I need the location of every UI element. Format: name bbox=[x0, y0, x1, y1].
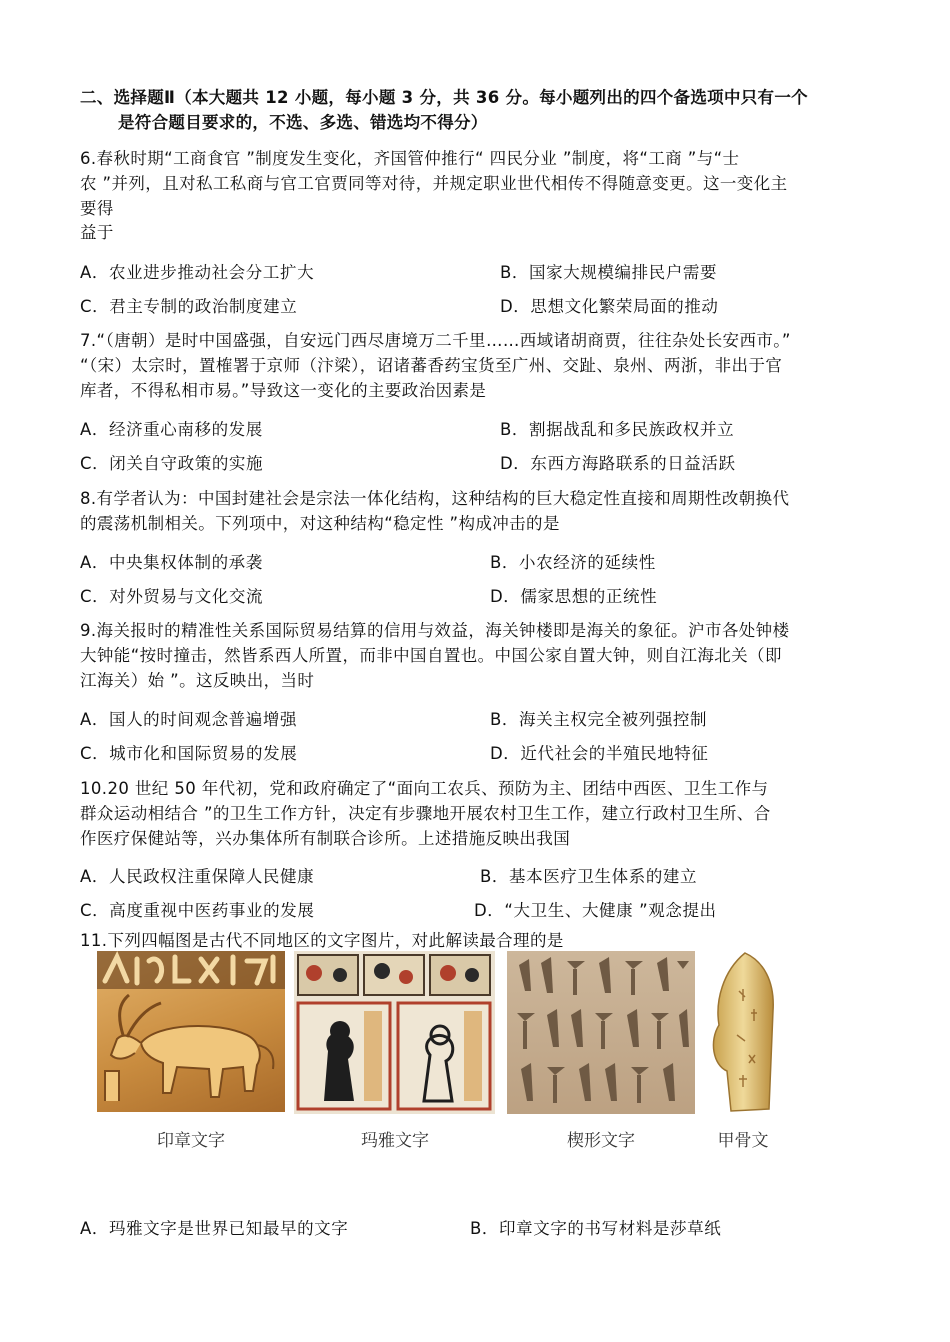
option-c[interactable]: C．君主专制的政治制度建立 bbox=[80, 297, 298, 316]
maya-codex-picture bbox=[294, 951, 495, 1114]
option-b[interactable]: B．印章文字的书写材料是莎草纸 bbox=[470, 1219, 722, 1238]
cuneiform-image bbox=[507, 951, 695, 1114]
option-b[interactable]: B．基本医疗卫生体系的建立 bbox=[480, 867, 698, 886]
question-text-line: 作医疗保健站等，兴办集体所有制联合诊所。上述措施反映出我国 bbox=[80, 829, 571, 848]
figure-caption: 玛雅文字 bbox=[361, 1131, 429, 1151]
question-text-line: 大钟能“按时撞击，然皆系西人所置，而非中国自置也。中国公家自置大钟，则自江海北关（即 bbox=[80, 646, 782, 665]
option-d[interactable]: D．思想文化繁荣局面的推动 bbox=[500, 297, 719, 316]
bull-seal-picture bbox=[97, 951, 285, 1112]
question-text-line: 10.20 世纪 50 年代初，党和政府确定了“面向工农兵、预防为主、团结中西医、卫生工作与 bbox=[80, 779, 769, 798]
option-a[interactable]: A．国人的时间观念普遍增强 bbox=[80, 710, 298, 729]
question-text-line: 群众运动相结合 ”的卫生工作方针，决定有步骤地开展农村卫生工作，建立行政村卫生所、合 bbox=[80, 804, 771, 823]
question-text-line: 9.海关报时的精准性关系国际贸易结算的信用与效益，海关钟楼即是海关的象征。沪市各处钟楼 bbox=[80, 621, 790, 640]
option-d[interactable]: D．“大卫生、大健康 ”观念提出 bbox=[474, 901, 717, 920]
option-d[interactable]: D．近代社会的半殖民地特征 bbox=[490, 744, 709, 763]
question-text-line: 8.有学者认为：中国封建社会是宗法一体化结构，这种结构的巨大稳定性直接和周期性改朝换代 bbox=[80, 489, 790, 508]
oracle-bone-image bbox=[705, 951, 780, 1114]
section-heading-line2: 是符合题目要求的，不选、多选、错选均不得分） bbox=[118, 113, 488, 132]
option-b[interactable]: B．小农经济的延续性 bbox=[490, 553, 656, 572]
option-a[interactable]: A．农业进步推动社会分工扩大 bbox=[80, 263, 315, 282]
seal-script-image bbox=[97, 951, 285, 1112]
question-text-line: 要得 bbox=[80, 199, 114, 218]
question-text-line: 6.春秋时期“工商食官 ”制度发生变化，齐国管仲推行“ 四民分业 ”制度，将“工商 ”与“士 bbox=[80, 149, 740, 168]
question-text-line: 的震荡机制相关。下列项中，对这种结构“稳定性 ”构成冲击的是 bbox=[80, 514, 560, 533]
figure-caption: 甲骨文 bbox=[717, 1131, 769, 1151]
option-c[interactable]: C．高度重视中医药事业的发展 bbox=[80, 901, 315, 920]
question-text-line: 益于 bbox=[80, 223, 114, 242]
option-a[interactable]: A．中央集权体制的承袭 bbox=[80, 553, 263, 572]
option-d[interactable]: D．东西方海路联系的日益活跃 bbox=[500, 454, 736, 473]
figure-caption: 印章文字 bbox=[157, 1131, 225, 1151]
option-b[interactable]: B．国家大规模编排民户需要 bbox=[500, 263, 718, 282]
section-heading-line1: 二、选择题Ⅱ（本大题共 12 小题，每小题 3 分，共 36 分。每小题列出的四个备选项中只有一个 bbox=[80, 88, 808, 107]
question-text-line: 11.下列四幅图是古代不同地区的文字图片，对此解读最合理的是 bbox=[80, 931, 564, 950]
option-c[interactable]: C．城市化和国际贸易的发展 bbox=[80, 744, 298, 763]
option-d[interactable]: D．儒家思想的正统性 bbox=[490, 587, 658, 606]
option-c[interactable]: C．对外贸易与文化交流 bbox=[80, 587, 264, 606]
question-text-line: 库者，不得私相市易。”导致这一变化的主要政治因素是 bbox=[80, 381, 487, 400]
oracle-bone-picture bbox=[705, 951, 780, 1114]
cuneiform-tablet-picture bbox=[507, 951, 695, 1114]
option-c[interactable]: C．闭关自守政策的实施 bbox=[80, 454, 264, 473]
option-b[interactable]: B．海关主权完全被列强控制 bbox=[490, 710, 708, 729]
figure-caption: 楔形文字 bbox=[567, 1131, 635, 1151]
question-text-line: 7.“（唐朝）是时中国盛强，自安远门西尽唐境万二千里……西域诸胡商贾，往往杂处长安西市。” bbox=[80, 331, 791, 350]
option-b[interactable]: B．割据战乱和多民族政权并立 bbox=[500, 420, 735, 439]
option-a[interactable]: A．经济重心南移的发展 bbox=[80, 420, 263, 439]
question-text-line: “（宋）太宗时，置榷署于京师（汴梁），诏诸蕃香药宝货至广州、交趾、泉州、两浙，非出于官 bbox=[80, 356, 783, 375]
option-a[interactable]: A．玛雅文字是世界已知最早的文字 bbox=[80, 1219, 349, 1238]
maya-script-image bbox=[294, 951, 495, 1114]
question-text-line: 农 ”并列，且对私工私商与官工官贾同等对待，并规定职业世代相传不得随意变更。这一变化主 bbox=[80, 174, 788, 193]
question-text-line: 江海关）始 ”。这反映出，当时 bbox=[80, 671, 315, 690]
option-a[interactable]: A．人民政权注重保障人民健康 bbox=[80, 867, 315, 886]
